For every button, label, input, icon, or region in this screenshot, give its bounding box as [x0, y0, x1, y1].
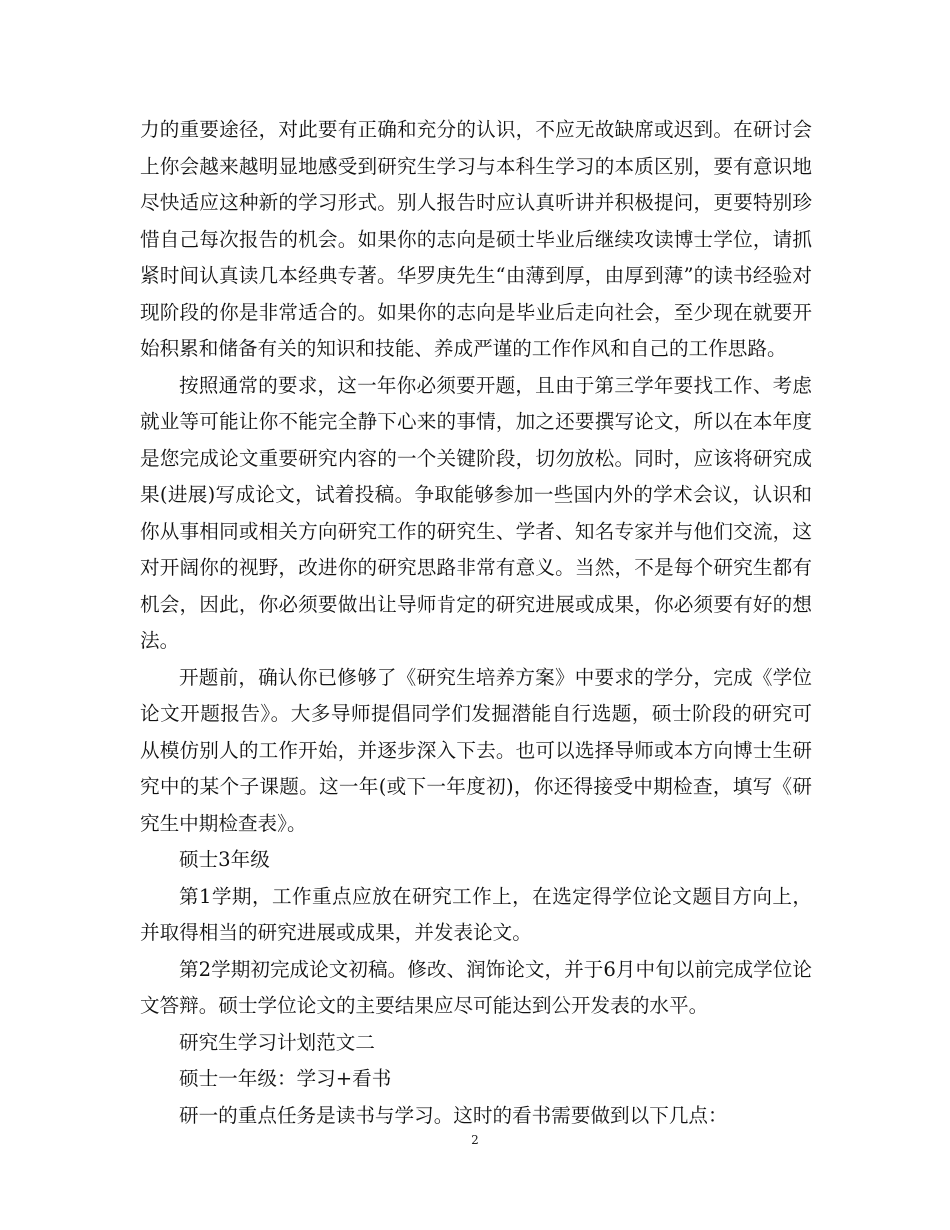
paragraph-continuation: 力的重要途径，对此要有正确和充分的认识，不应无故缺席或迟到。在研讨会上你会越来越明显地感受到研究生学习与本科生学习的本质区别，要有意识地尽快适应这种新的学习形式。别人报告时应认真听讲并积极提问，更要特别珍惜自己每次报告的机会。如果你的志向是硕士毕业后继续攻读博士学位，请抓紧时间认真读几本经典专著。华罗庚先生“由薄到厚，由厚到薄”的读书经验对现阶段的你是非常适合的。如果你的志向是毕业后走向社会，至少现在就要开始积累和储备有关的知识和技能、养成严谨的工作作风和自己的工作思路。	[140, 118, 812, 360]
document-body	[140, 112, 812, 1134]
section-heading-year-three: 硕士3年级	[179, 848, 270, 871]
section-heading-year-one: 硕士一年级：学习+看书	[179, 1067, 392, 1090]
paragraph-proposal: 开题前，确认你已修够了《研究生培养方案》中要求的学分，完成《学位论文开题报告》。大多导师提倡同学们发掘潜能自行选题，硕士阶段的研究可从模仿别人的工作开始，并逐步深入下去。也可以选择导师或本方向博士生研究中的某个子课题。这一年(或下一年度初)，你还得接受中期检查，填写《研究生中期检查表》。	[140, 665, 812, 835]
section-heading-sample-two: 研究生学习计划范文二	[179, 1030, 375, 1054]
paragraph-semester-two: 第2学期初完成论文初稿。修改、润饰论文，并于6月中旬以前完成学位论文答辩。硕士学位论文的主要结果应尽可能达到公开发表的水平。	[140, 957, 812, 1017]
page-number: 2	[471, 1133, 479, 1147]
paragraph-year-two-requirements: 按照通常的要求，这一年你必须要开题，且由于第三学年要找工作、考虑就业等可能让你不能完全静下心来的事情，加之还要撰写论文，所以在本年度是您完成论文重要研究内容的一个关键阶段，切勿放松。同时，应该将研究成果(进展)写成论文，试着投稿。争取能够参加一些国内外的学术会议，认识和你从事相同或相关方向研究工作的研究生、学者、知名专家并与他们交流，这对开阔你的视野，改进你的研究思路非常有意义。当然，不是每个研究生都有机会，因此，你必须要做出让导师肯定的研究进展或成果，你必须要有好的想法。	[140, 373, 812, 652]
paragraph-semester-one: 第1学期，工作重点应放在研究工作上，在选定得学位论文题目方向上，并取得相当的研究进展或成果，并发表论文。	[140, 884, 812, 944]
paragraph-year-one-intro: 研一的重点任务是读书与学习。这时的看书需要做到以下几点：	[179, 1103, 728, 1127]
